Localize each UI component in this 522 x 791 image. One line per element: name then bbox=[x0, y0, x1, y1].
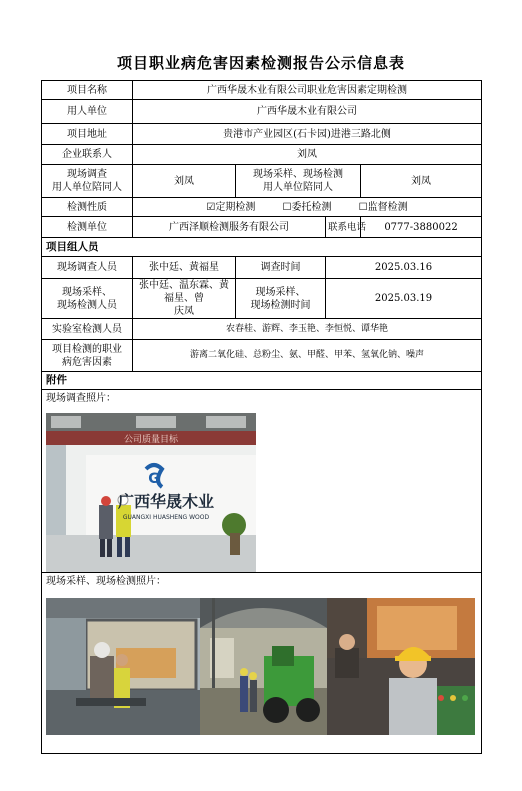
sampling-time-value: 2025.03.19 bbox=[326, 279, 482, 319]
project-name-label: 项目名称 bbox=[42, 81, 133, 100]
checkbox-commissioned: ☐委托检测 bbox=[282, 201, 332, 213]
survey-photos-caption: 现场调查照片： bbox=[46, 393, 116, 404]
logo-en-text: GUANGXI HUASHENG WOOD bbox=[122, 514, 210, 521]
employer-label: 用人单位 bbox=[42, 100, 133, 124]
checkbox-supervision: ☐监督检测 bbox=[358, 201, 408, 213]
hazards-value: 游离二氧化硅、总粉尘、氨、甲醛、甲苯、氢氧化钠、噪声 bbox=[133, 340, 482, 372]
survey-escort-label: 现场调查 用人单位陪同人 bbox=[42, 165, 133, 198]
address-label: 项目地址 bbox=[42, 124, 133, 145]
investigators-value: 张中廷、黄福星 bbox=[133, 257, 236, 279]
sampling-time-label: 现场采样、 现场检测时间 bbox=[236, 279, 326, 319]
survey-photo bbox=[46, 413, 256, 572]
nature-options bbox=[133, 198, 482, 217]
contact-value: 刘凤 bbox=[133, 145, 482, 165]
sampling-photo-warehouse bbox=[200, 598, 327, 735]
contact-label: 企业联系人 bbox=[42, 145, 133, 165]
sampling-escort-label: 现场采样、现场检测 用人单位陪同人 bbox=[236, 165, 361, 198]
attachments-section-label: 附件 bbox=[42, 372, 482, 390]
lab-label: 检测单位 bbox=[42, 217, 133, 238]
address-value: 贵港市产业园区(石卡园)进港三路北侧 bbox=[133, 124, 482, 145]
sampling-photos-caption: 现场采样、现场检测照片： bbox=[46, 576, 166, 587]
phone-value: 0777-3880022 bbox=[361, 217, 482, 238]
project-name-value: 广西华晟木业有限公司职业危害因素定期检测 bbox=[133, 81, 482, 100]
survey-time-value: 2025.03.16 bbox=[326, 257, 482, 279]
investigators-label: 现场调查人员 bbox=[42, 257, 133, 279]
nature-label: 检测性质 bbox=[42, 198, 133, 217]
sampling-escort-value: 刘凤 bbox=[361, 165, 482, 198]
phone-label: 联系电话 bbox=[326, 217, 361, 238]
page-title: 项目职业病危害因素检测报告公示信息表 bbox=[116, 54, 405, 72]
hazards-label: 项目检测的职业 病危害因素 bbox=[42, 340, 133, 372]
sampling-photo-booth bbox=[46, 598, 200, 735]
survey-escort-value: 刘凤 bbox=[133, 165, 236, 198]
checkbox-periodic: ☑定期检测 bbox=[206, 201, 256, 213]
team-section-label: 项目组人员 bbox=[42, 238, 482, 257]
logo-cn-text: 广西华晟木业 bbox=[117, 492, 215, 511]
banner-text: 公司质量目标 bbox=[123, 435, 179, 445]
lab-value: 广西泽顺检测服务有限公司 bbox=[133, 217, 326, 238]
sampling-photo-control-room bbox=[327, 598, 475, 735]
samplers-value: 张中廷、温东霖、黄福星、曾 庆凤 bbox=[133, 279, 236, 319]
employer-value: 广西华晟木业有限公司 bbox=[133, 100, 482, 124]
samplers-label: 现场采样、 现场检测人员 bbox=[42, 279, 133, 319]
survey-time-label: 调查时间 bbox=[236, 257, 326, 279]
lab-staff-label: 实验室检测人员 bbox=[42, 319, 133, 340]
lab-staff-value: 农春桂、游辉、李玉艳、李恒悦、谭华艳 bbox=[133, 319, 482, 340]
logo-letter: G bbox=[148, 471, 160, 487]
